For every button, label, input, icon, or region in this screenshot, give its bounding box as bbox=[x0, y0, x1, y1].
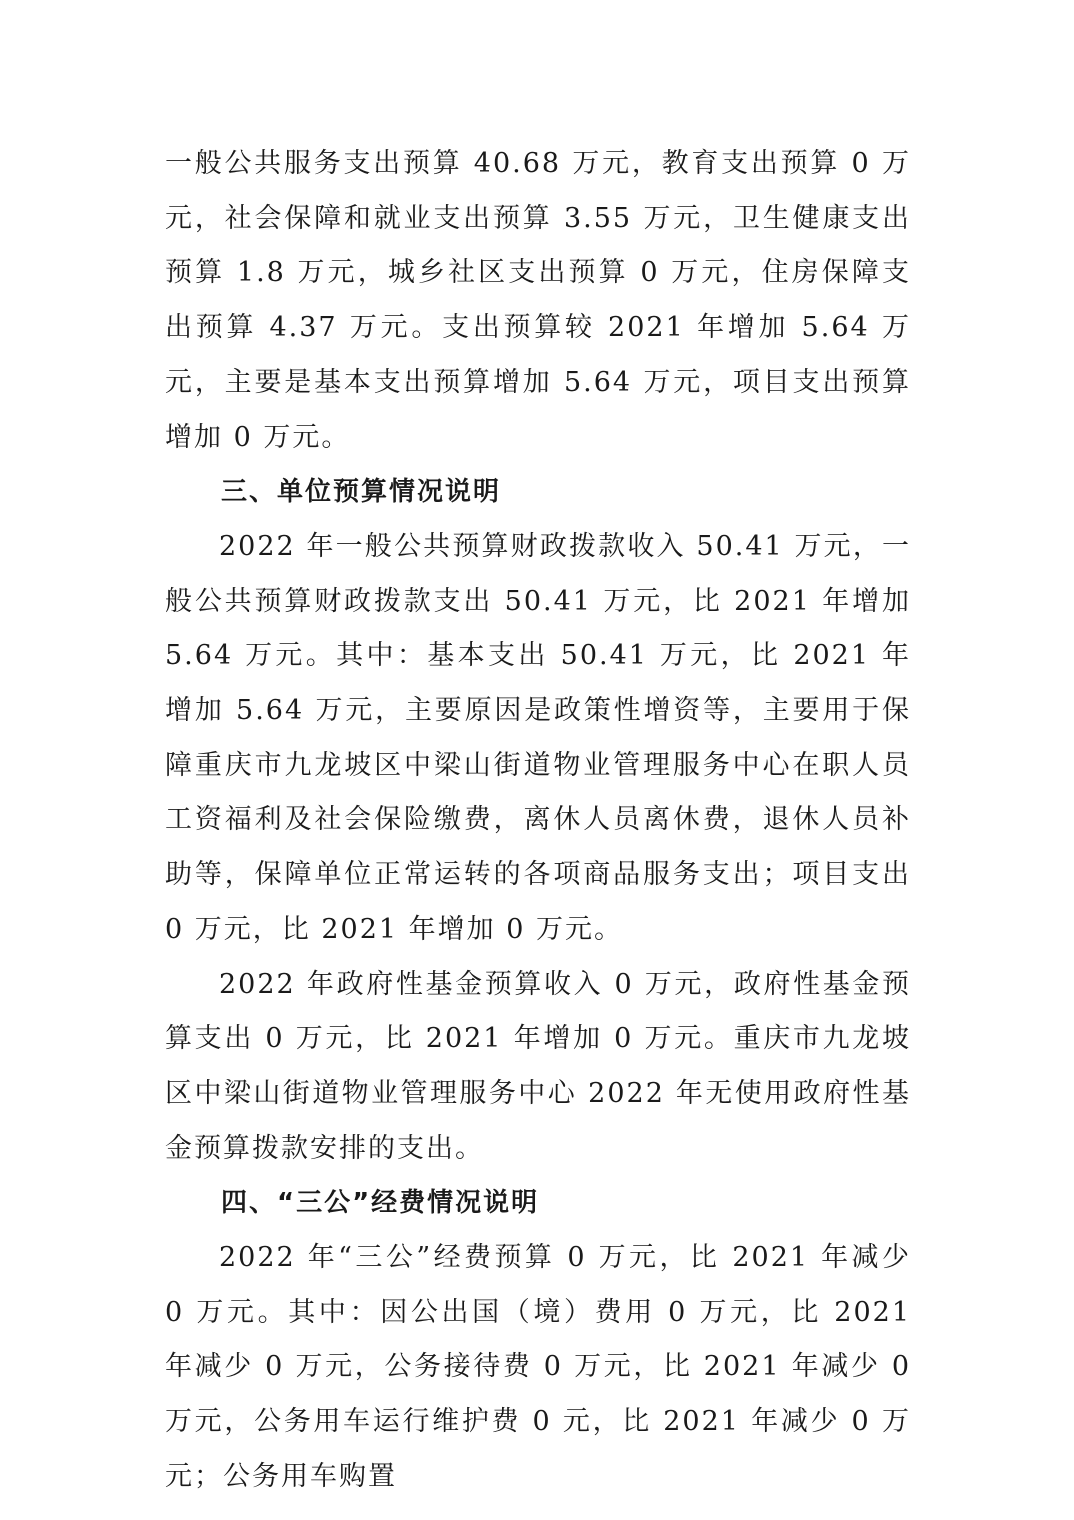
document-body bbox=[165, 137, 911, 1505]
section-heading-three-public: 四、“三公”经费情况说明 bbox=[221, 1188, 540, 1219]
paragraph-government-fund: 2022 年政府性基金预算收入 0 万元，政府性基金预算支出 0 万元，比 2021 年增加 0 万元。重庆市九龙坡区中梁山街道物业管理服务中心 2022 年无使用政府性基金预算拨款安排的支出。 bbox=[165, 968, 911, 1164]
paragraph-expenditure-summary: 一般公共服务支出预算 40.68 万元，教育支出预算 0 万元，社会保障和就业支出预算 3.55 万元，卫生健康支出预算 1.8 万元，城乡社区支出预算 0 万元，住房保障支出预算 4.37 万元。支出预算较 2021 年增加 5.64 万元，主要是基本支出预算增加 5.64 万元，项目支出预算增加 0 万元。 bbox=[165, 148, 911, 453]
paragraph-three-public-expenses: 2022 年“三公”经费预算 0 万元，比 2021 年减少 0 万元。其中：因公出国（境）费用 0 万元，比 2021 年减少 0 万元，公务接待费 0 万元，比 2021 年减少 0 万元，公务用车运行维护费 0 元，比 2021 年减少 0 万元；公务用车购置 bbox=[165, 1242, 911, 1492]
section-heading-unit-budget: 三、单位预算情况说明 bbox=[221, 477, 502, 508]
paragraph-general-budget: 2022 年一般公共预算财政拨款收入 50.41 万元，一般公共预算财政拨款支出 50.41 万元，比 2021 年增加 5.64 万元。其中：基本支出 50.41 万元，比 2021 年增加 5.64 万元，主要原因是政策性增资等，主要用于保障重庆市九龙坡区中梁山街道物业管理服务中心在职人员工资福利及社会保险缴费，离休人员离休费，退休人员补助等，保障单位正常运转的各项商品服务支出；项目支出 0 万元，比 2021 年增加 0 万元。 bbox=[165, 530, 911, 945]
